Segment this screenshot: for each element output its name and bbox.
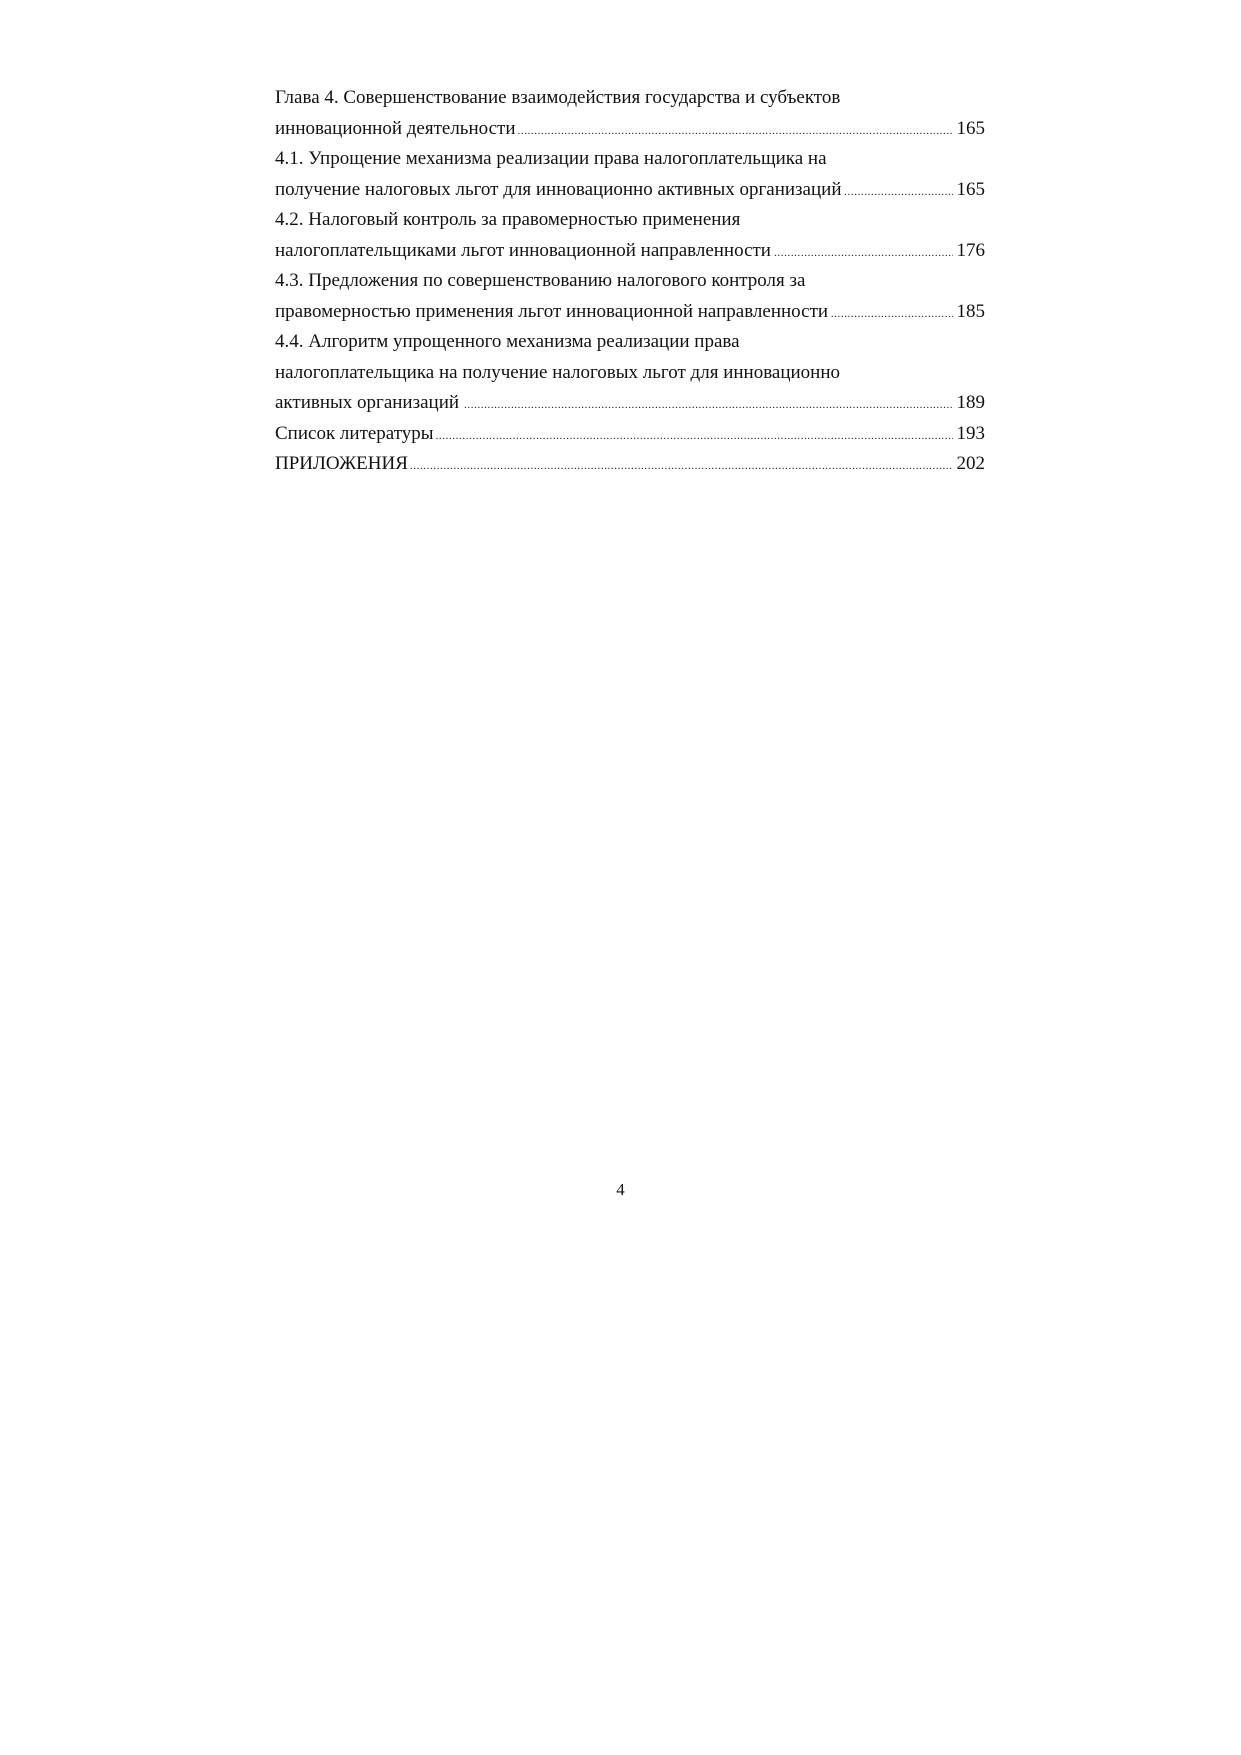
toc-entry-4[interactable] [275,388,985,419]
toc-entry-label: инновационной деятельности [275,117,516,139]
toc-entry-title-line: 4.1. Упрощение механизма реализации права налогоплательщика на [275,148,827,169]
toc-page-number: 193 [956,422,985,444]
toc-page-number: 165 [956,117,985,139]
toc-entry-label: активных организаций [275,392,460,413]
toc-entry-1[interactable] [275,175,985,206]
toc-entry-3[interactable] [275,297,985,328]
toc-entry-title-line: налогоплательщика на получение налоговых льгот для инновационно [275,361,841,383]
toc-entry-5[interactable] [275,419,985,450]
dot-leader [844,177,952,208]
dot-leader [518,116,953,147]
dot-leader [436,421,953,452]
toc-entry-title-line: 4.2. Налоговый контроль за правомерностью применения [275,209,741,230]
toc-page-number: 185 [956,300,985,322]
toc-entry-2[interactable] [275,236,985,267]
toc-page-number: 189 [956,392,985,413]
toc-entry-title-line: 4.4. Алгоритм упрощенного механизма реализации права [275,331,740,352]
dot-leader [774,238,952,269]
toc-entry-title-line: Глава 4. Совершенствование взаимодействия государства и субъектов [275,87,841,108]
toc-entry-6[interactable] [275,449,985,480]
toc-entry-title-line: 4.3. Предложения по совершенствованию налогового контроля за [275,270,806,291]
dot-leader [410,451,953,482]
toc-entry-0[interactable] [275,114,985,145]
toc-page-number: 165 [956,178,985,200]
toc-page-number: 176 [956,239,985,261]
toc-entry-label: правомерностью применения льгот инновационной направленности [275,300,829,322]
toc-entry-label: получение налоговых льгот для инновационно активных организаций [275,178,842,200]
toc-page-number: 202 [956,453,985,474]
toc-entry-label: Список литературы [275,422,434,444]
page-number: 4 [616,1180,625,1199]
dot-leader [831,299,953,330]
dot-leader [464,390,952,421]
toc-entry-label: налогоплательщиками льгот инновационной направленности [275,239,771,261]
toc-entry-label: ПРИЛОЖЕНИЯ [275,453,408,474]
table-of-contents [275,83,985,480]
